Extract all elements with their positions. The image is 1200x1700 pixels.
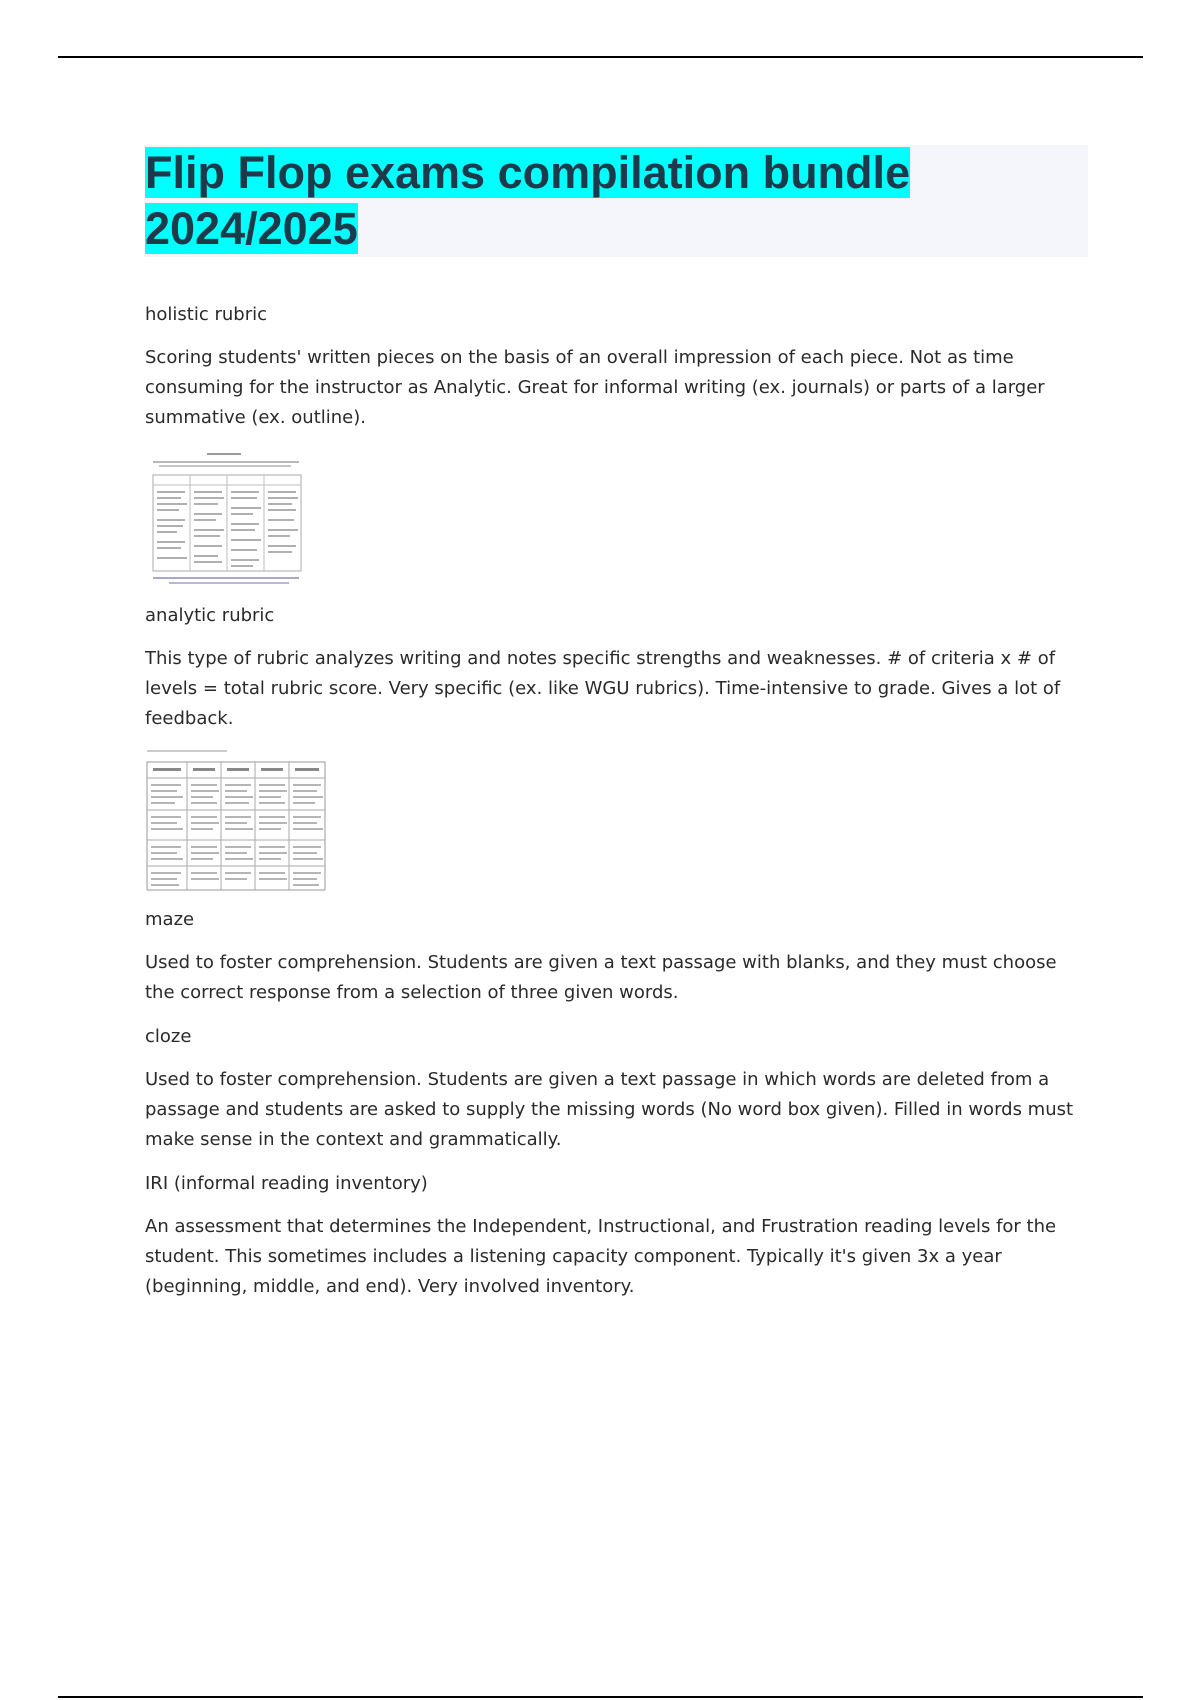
title-block bbox=[145, 145, 1088, 257]
document-title-text: Flip Flop exams compilation bundle 2024/2025 bbox=[145, 147, 911, 254]
document-title bbox=[145, 145, 1088, 257]
document-body bbox=[145, 300, 1090, 1316]
term-maze: maze bbox=[145, 909, 195, 930]
definition-analytic-rubric: This type of rubric analyzes writing and notes specific strengths and weaknesses. # of criteria x # of levels = total rubric score. Very specific (ex. like WGU rubrics). Time-intensive to grade. Gives a lot of feedback. bbox=[145, 648, 1061, 729]
definition-maze: Used to foster comprehension. Students are given a text passage with blanks, and they must choose the correct response from a selection of three given words. bbox=[145, 952, 1057, 1003]
term-cloze: cloze bbox=[145, 1026, 192, 1047]
term-analytic-rubric: analytic rubric bbox=[145, 605, 275, 626]
top-rule bbox=[58, 56, 1143, 58]
analytic-rubric-thumbnail bbox=[145, 748, 327, 893]
bottom-rule bbox=[58, 1696, 1143, 1698]
definition-cloze: Used to foster comprehension. Students are given a text passage in which words are deleted from a passage and students are asked to supply the missing words (No word box given). Filled in words must make sense in the context and grammatically. bbox=[145, 1069, 1074, 1150]
definition-iri: An assessment that determines the Independent, Instructional, and Frustration reading levels for the student. This sometimes includes a listening capacity component. Typically it's given 3x a year (beginning, middle, and end). Very involved inventory. bbox=[145, 1216, 1057, 1297]
definition-holistic-rubric: Scoring students' written pieces on the basis of an overall impression of each piece. Not as time consuming for the instructor as Analytic. Great for informal writing (ex. journals) or parts of a larger summative (ex. outline). bbox=[145, 347, 1045, 428]
term-holistic-rubric: holistic rubric bbox=[145, 304, 268, 325]
holistic-rubric-thumbnail bbox=[145, 447, 305, 589]
term-iri: IRI (informal reading inventory) bbox=[145, 1173, 428, 1194]
